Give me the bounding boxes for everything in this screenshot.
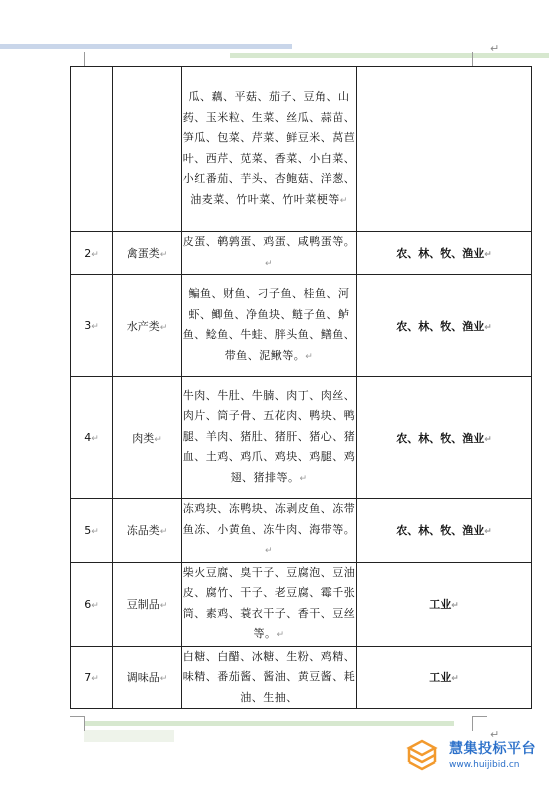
row-category: 豆制品↵ [113,562,182,646]
row-industry: 农、林、牧、渔业↵ [357,275,532,377]
row-category: 冻品类↵ [113,499,182,563]
row-industry [357,67,532,232]
header-bar-blue [0,44,292,49]
corner-mark-bottom-right [472,716,487,731]
paragraph-mark-icon: ↵ [490,42,500,55]
logo-url: www.huijibid.cn [449,760,520,770]
table-row [71,499,532,563]
row-category: 禽蛋类↵ [113,232,182,275]
row-items: 皮蛋、鹌鹑蛋、鸡蛋、咸鸭蛋等。↵ [182,232,357,275]
corner-mark-top-right [472,52,487,67]
row-items: 鳊鱼、财鱼、刁子鱼、桂鱼、河虾、鲫鱼、净鱼块、鲢子鱼、鲈鱼、鲶鱼、牛蛙、胖头鱼、鳝鱼、带鱼、泥鳅等。↵ [182,275,357,377]
table-row [71,377,532,499]
footer-bar-faint [84,730,174,742]
row-category [113,67,182,232]
row-number: 7↵ [71,646,113,709]
huijibid-logo [403,732,543,780]
row-number: 3↵ [71,275,113,377]
row-industry: 农、林、牧、渔业↵ [357,232,532,275]
row-category: 肉类↵ [113,377,182,499]
row-category: 调味品↵ [113,646,182,709]
table-row [71,232,532,275]
row-industry: 农、林、牧、渔业↵ [357,499,532,563]
corner-mark-bottom-left [70,716,85,731]
table-row [71,275,532,377]
row-number: 2↵ [71,232,113,275]
corner-mark-top-left [70,52,85,67]
header-bar-green [230,53,549,58]
row-items: 瓜、藕、平菇、茄子、豆角、山药、玉米粒、生菜、丝瓜、蒜苗、笋瓜、包菜、芹菜、鲜豆米、莴苣叶、西芹、苋菜、香菜、小白菜、小红番茄、芋头、杏鲍菇、洋葱、油麦菜、竹叶菜、竹叶菜梗等↵ [182,67,357,232]
row-number: 5↵ [71,499,113,563]
row-industry: 农、林、牧、渔业↵ [357,377,532,499]
table-row [71,562,532,646]
row-number [71,67,113,232]
logo-name: 慧集投标平台 [449,741,536,757]
row-industry: 工业↵ [357,562,532,646]
footer-bar-green [84,721,454,726]
table-row [71,646,532,709]
paragraph-mark-icon: ↵ [490,728,500,741]
table-row [71,67,532,232]
row-number: 4↵ [71,377,113,499]
row-industry: 工业↵ [357,646,532,709]
category-table [70,66,532,709]
row-items: 冻鸡块、冻鸭块、冻剥皮鱼、冻带鱼冻、小黄鱼、冻牛肉、海带等。↵ [182,499,357,563]
row-number: 6↵ [71,562,113,646]
row-items: 白糖、白醋、冰糖、生粉、鸡精、味精、番茄酱、酱油、黄豆酱、耗油、生抽、 [182,646,357,709]
stacked-boxes-logo-icon [403,736,441,774]
row-category: 水产类↵ [113,275,182,377]
row-items: 柴火豆腐、臭干子、豆腐泡、豆油皮、腐竹、干子、老豆腐、霉千张筒、素鸡、蓑衣干子、香干、豆丝等。↵ [182,562,357,646]
row-items: 牛肉、牛肚、牛腩、肉丁、肉丝、肉片、筒子骨、五花肉、鸭块、鸭腿、羊肉、猪肚、猪肝、猪心、猪血、土鸡、鸡爪、鸡块、鸡腿、鸡翅、猪排等。↵ [182,377,357,499]
